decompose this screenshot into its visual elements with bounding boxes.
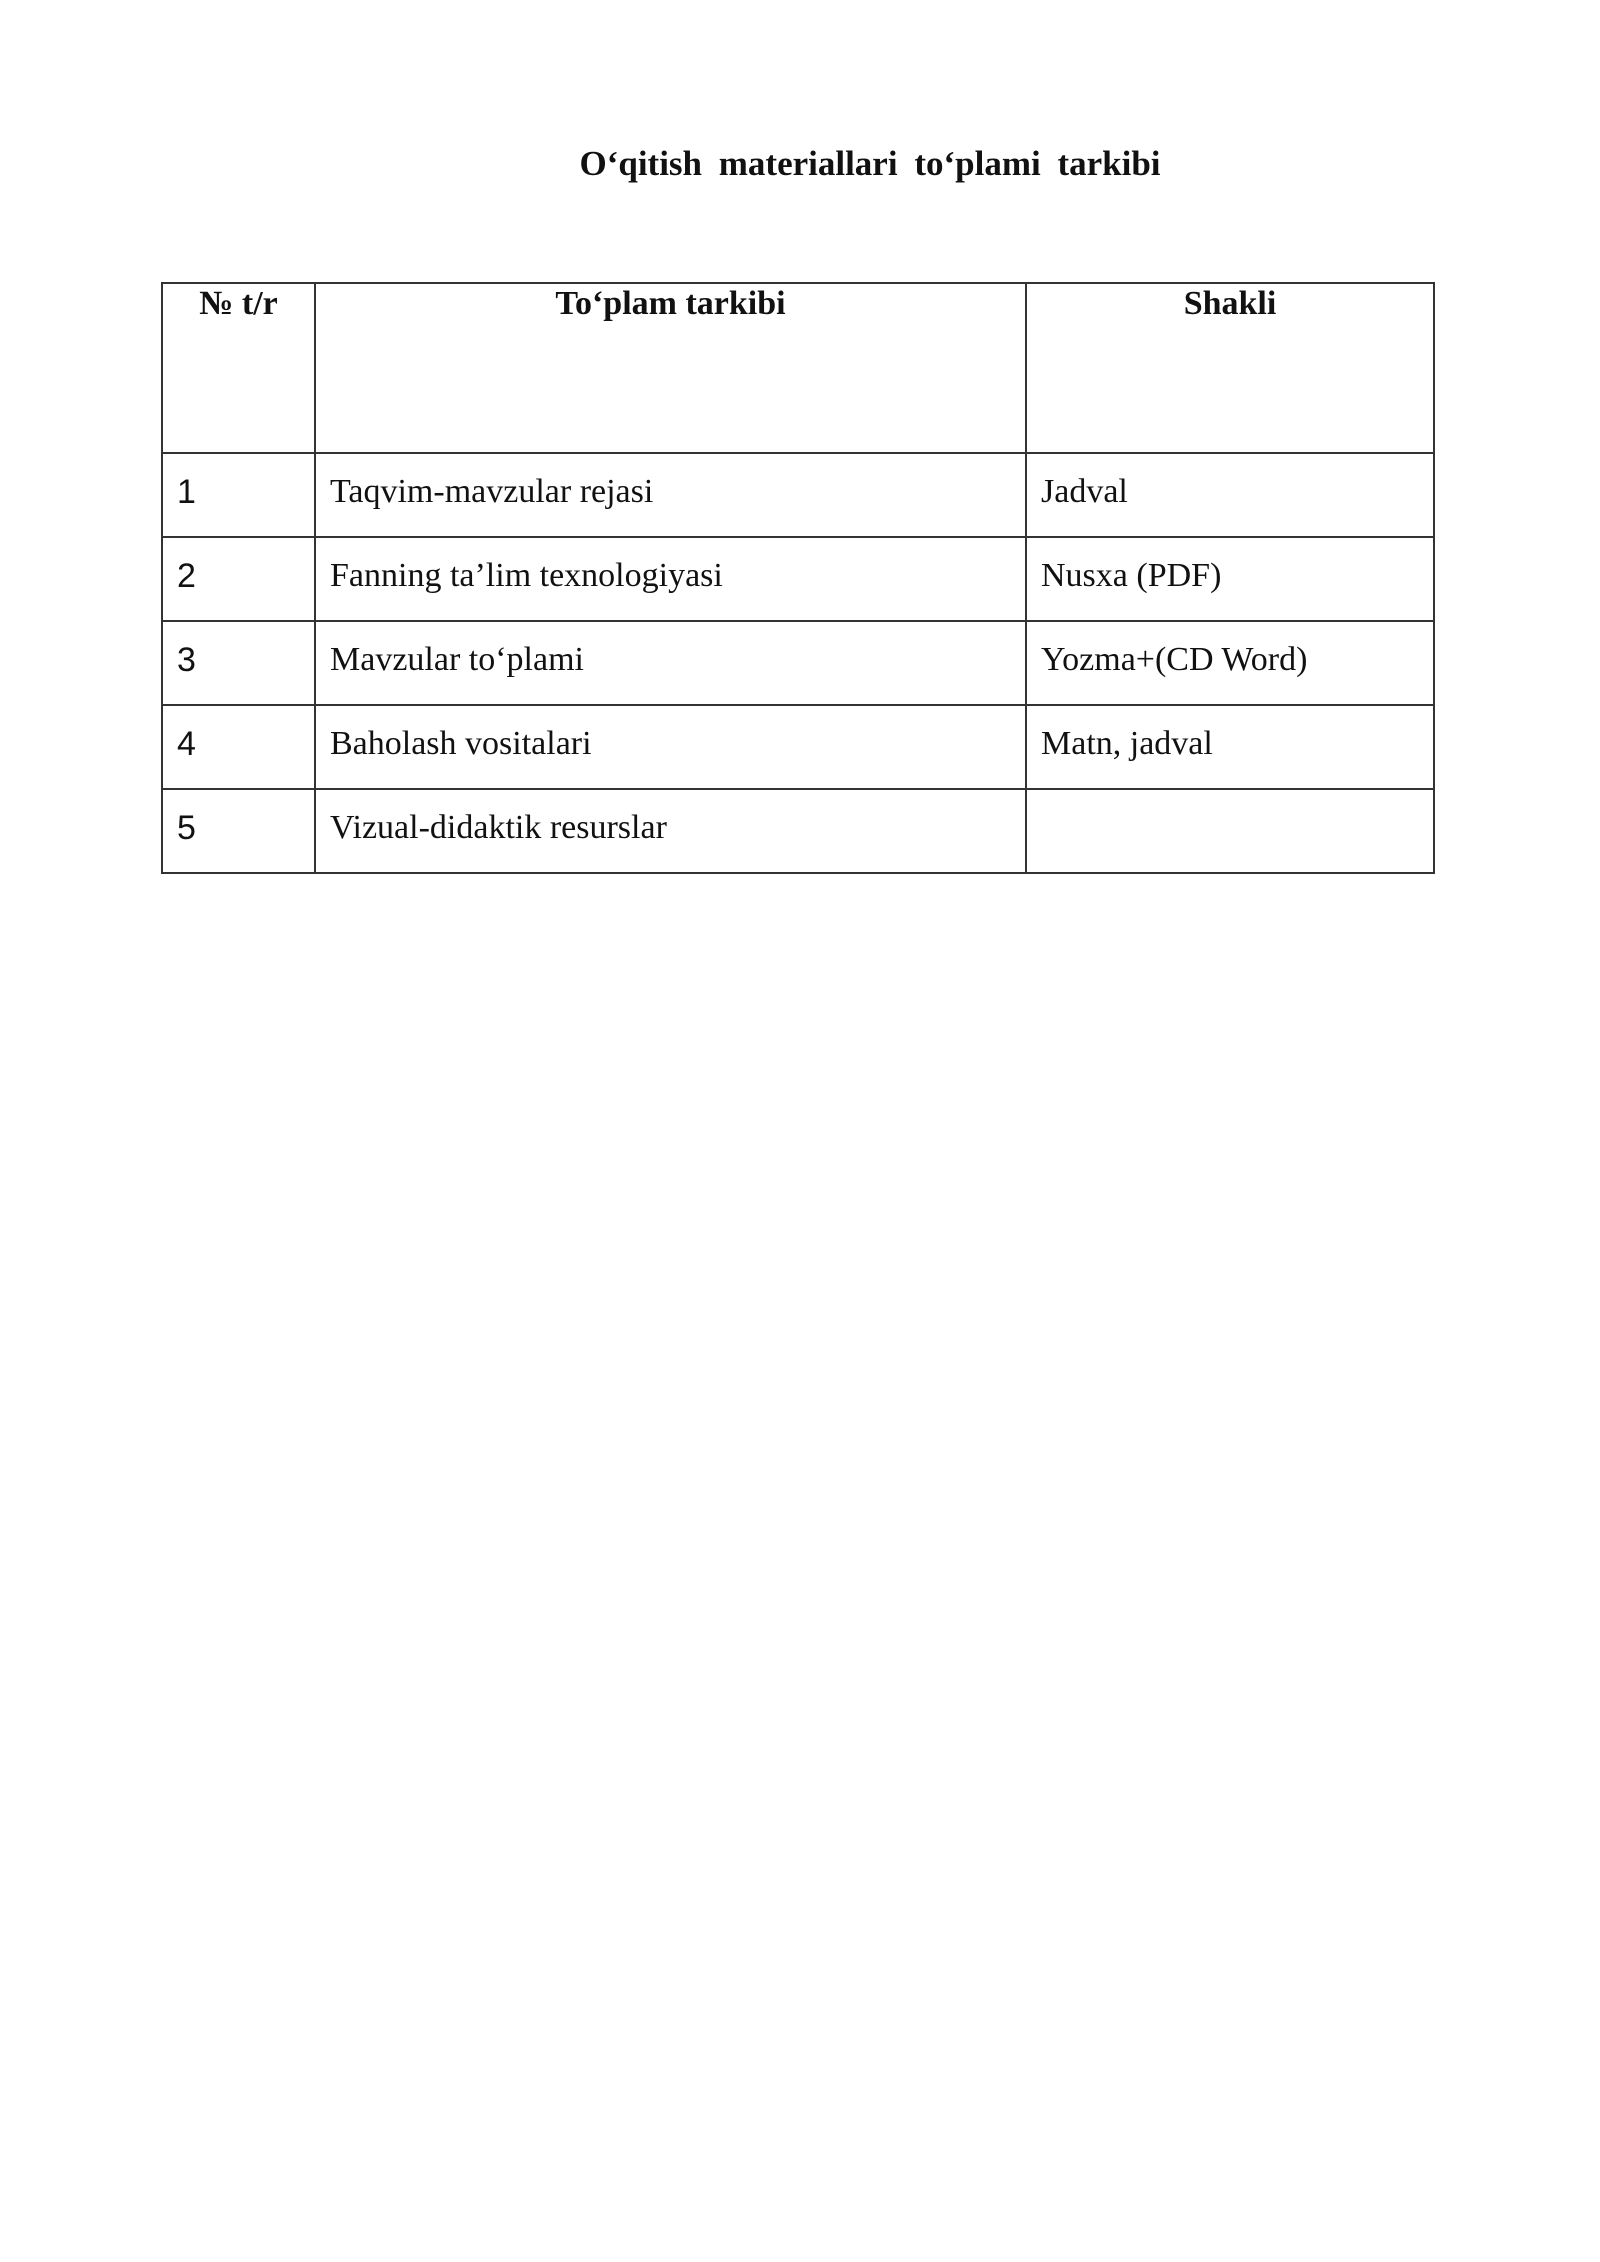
table-header-row — [162, 283, 1434, 453]
document-title: O‘qitish materiallari to‘plami tarkibi — [579, 144, 1161, 183]
header-number: № t/r — [162, 283, 315, 453]
table-row — [162, 621, 1434, 705]
row-number-cell: 2 — [162, 537, 315, 621]
table-row — [162, 537, 1434, 621]
table-row — [162, 789, 1434, 873]
row-shape-cell: Nusxa (PDF) — [1026, 537, 1434, 621]
table-row — [162, 453, 1434, 537]
row-shape-cell — [1026, 789, 1434, 873]
row-number-cell: 4 — [162, 705, 315, 789]
row-content-cell: Taqvim-mavzular rejasi — [315, 453, 1026, 537]
materials-table — [161, 282, 1435, 874]
row-shape-cell: Jadval — [1026, 453, 1434, 537]
row-number-cell: 5 — [162, 789, 315, 873]
row-shape-cell: Matn, jadval — [1026, 705, 1434, 789]
row-shape-cell: Yozma+(CD Word) — [1026, 621, 1434, 705]
row-number-cell: 3 — [162, 621, 315, 705]
row-number-cell: 1 — [162, 453, 315, 537]
row-content-cell: Mavzular to‘plami — [315, 621, 1026, 705]
row-content-cell: Vizual-didaktik resurslar — [315, 789, 1026, 873]
row-content-cell: Baholash vositalari — [315, 705, 1026, 789]
header-content: To‘plam tarkibi — [315, 283, 1026, 453]
row-content-cell: Fanning ta’lim texnologiyasi — [315, 537, 1026, 621]
table-row — [162, 705, 1434, 789]
header-shape: Shakli — [1026, 283, 1434, 453]
